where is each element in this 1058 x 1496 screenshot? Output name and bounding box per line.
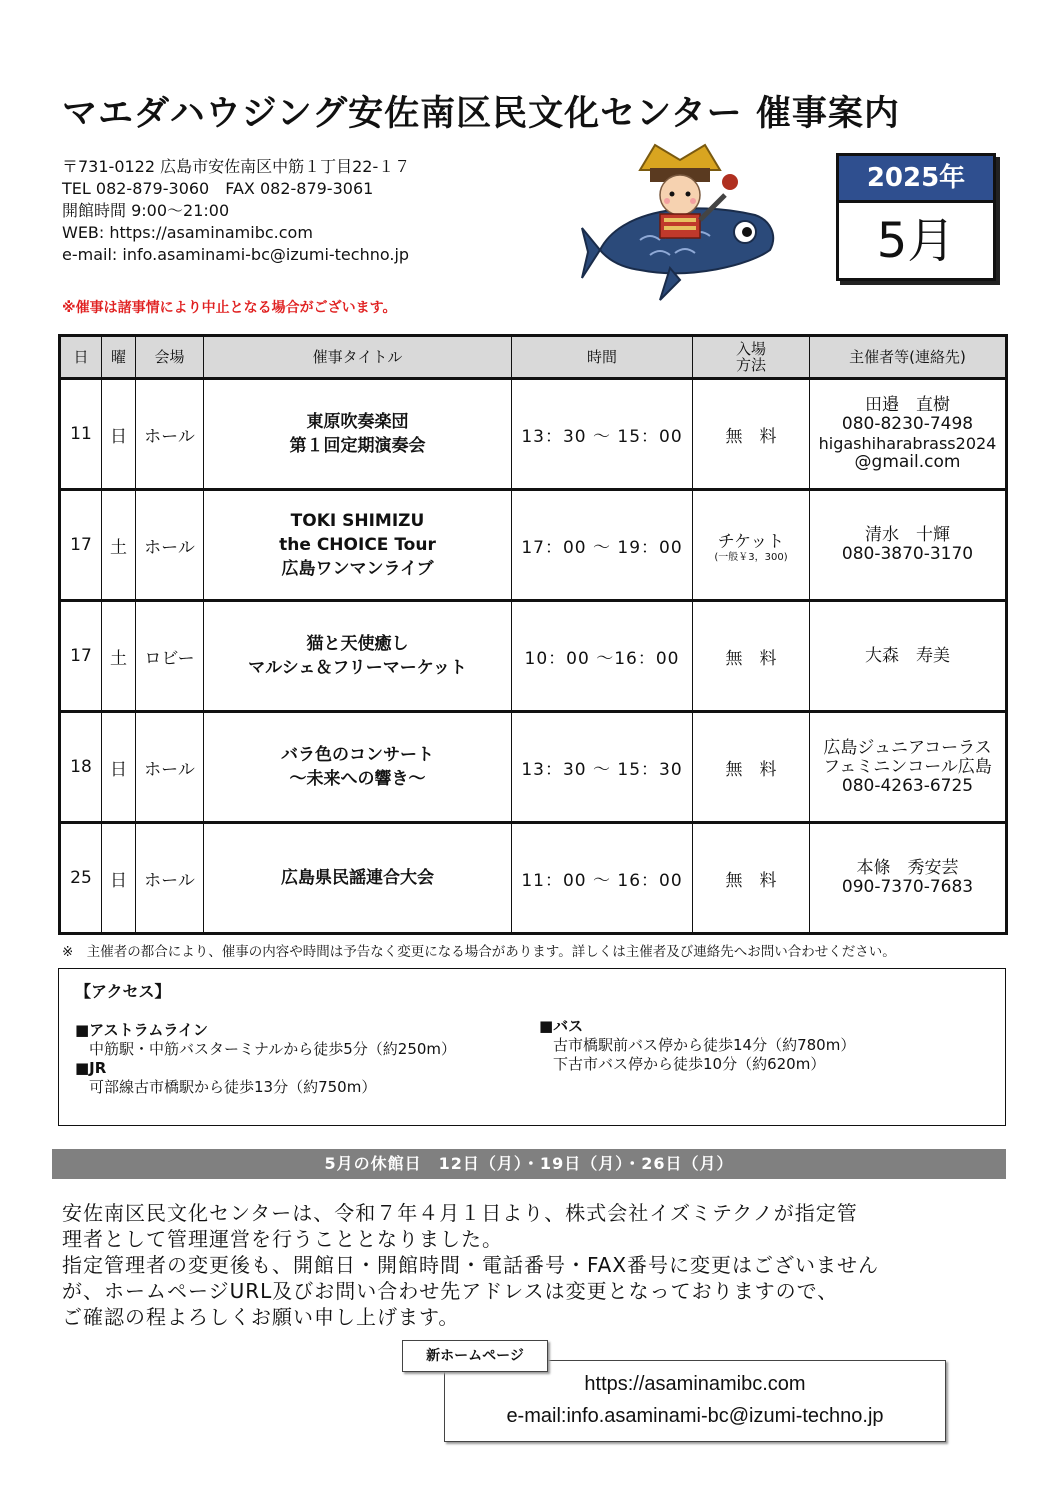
org-line: 080-4263-6725 bbox=[841, 775, 974, 796]
header-admission-line1: 入場 bbox=[735, 340, 766, 358]
cell-admission: 無 料 bbox=[693, 601, 810, 712]
paragraph-line: ご確認の程よろしくお願い申し上げます。 bbox=[62, 1305, 460, 1329]
title-line: マルシェ＆フリーマーケット bbox=[248, 658, 467, 678]
access-title: 【アクセス】 bbox=[75, 982, 171, 1001]
access-box bbox=[58, 968, 1006, 1126]
homepage-email[interactable]: e-mail:info.asaminami-bc@izumi-techno.jp bbox=[506, 1405, 884, 1427]
title-line: 東原吹奏楽団 bbox=[306, 412, 409, 432]
new-homepage-box bbox=[444, 1360, 946, 1442]
bus-detail: 下古市バス停から徒歩10分（約620m） bbox=[553, 1055, 826, 1073]
org-line: 大森 寿美 bbox=[865, 645, 950, 666]
header-title: 催事タイトル bbox=[204, 336, 512, 379]
astram-detail: 中筋駅・中筋バスターミナルから徒歩5分（約250m） bbox=[89, 1040, 457, 1058]
header-venue: 会場 bbox=[136, 336, 204, 379]
table-row bbox=[60, 490, 1007, 601]
cell-time: 17：00 ～ 19：00 bbox=[512, 490, 693, 601]
cell-admission: 無 料 bbox=[693, 379, 810, 490]
cell-weekday: 日 bbox=[102, 712, 136, 823]
samurai-koinobori-icon bbox=[580, 140, 780, 310]
cell-day: 18 bbox=[60, 712, 102, 823]
header-time: 時間 bbox=[512, 336, 693, 379]
cell-day: 11 bbox=[60, 379, 102, 490]
org-line: 広島ジュニアコーラス bbox=[823, 737, 992, 758]
cell-title bbox=[204, 379, 512, 490]
org-line: @gmail.com bbox=[854, 452, 961, 472]
cell-venue: ロビー bbox=[136, 601, 204, 712]
org-line: 090-7370-7683 bbox=[841, 877, 974, 897]
cell-title bbox=[204, 823, 512, 934]
table-row bbox=[60, 601, 1007, 712]
contact-info bbox=[62, 156, 410, 266]
cell-weekday: 日 bbox=[102, 823, 136, 934]
cell-admission bbox=[693, 490, 810, 601]
cell-venue: ホール bbox=[136, 712, 204, 823]
website: WEB: https://asaminamibc.com bbox=[62, 223, 313, 242]
cell-weekday: 日 bbox=[102, 379, 136, 490]
paragraph-line: 安佐南区民文化センターは、令和７年４月１日より、株式会社イズミテクノが指定管 bbox=[62, 1201, 858, 1225]
cell-organizer bbox=[810, 379, 1007, 490]
header-organizer: 主催者等(連絡先) bbox=[810, 336, 1007, 379]
cell-time: 13：30 ～ 15：00 bbox=[512, 379, 693, 490]
header-weekday: 曜 bbox=[102, 336, 136, 379]
header-day: 日 bbox=[60, 336, 102, 379]
cell-venue: ホール bbox=[136, 379, 204, 490]
astram-heading: ■アストラムライン bbox=[75, 1021, 208, 1039]
org-line: 田邉 直樹 bbox=[865, 395, 950, 415]
cell-organizer bbox=[810, 712, 1007, 823]
badge-month: 5月 bbox=[876, 213, 956, 269]
new-homepage-label: 新ホームページ bbox=[402, 1340, 548, 1372]
title-line: the CHOICE Tour bbox=[279, 535, 436, 555]
cell-title bbox=[204, 712, 512, 823]
bus-detail: 古市橋駅前バス停から徒歩14分（約780m） bbox=[553, 1036, 856, 1054]
org-line: 本條 秀安芸 bbox=[856, 858, 959, 878]
cell-venue: ホール bbox=[136, 823, 204, 934]
cell-time: 13：30 ～ 15：30 bbox=[512, 712, 693, 823]
paragraph-line: 指定管理者の変更後も、開館日・開館時間・電話番号・FAX番号に変更はございません bbox=[62, 1253, 880, 1277]
cancellation-warning: ※催事は諸事情により中止となる場合がございます。 bbox=[62, 300, 397, 316]
cell-day: 17 bbox=[60, 601, 102, 712]
jr-detail: 可部線古市橋駅から徒歩13分（約750m） bbox=[89, 1078, 377, 1096]
address: 〒731-0122 広島市安佐南区中筋１丁目22-１７ bbox=[62, 157, 411, 176]
header-admission-line2: 方法 bbox=[735, 356, 766, 374]
email: e-mail: info.asaminami-bc@izumi-techno.jp bbox=[62, 245, 410, 264]
paragraph-line: 理者として管理運営を行うこととなりました。 bbox=[62, 1227, 503, 1251]
title-line: 第１回定期演奏会 bbox=[289, 436, 426, 456]
org-line: フェミニンコール広島 bbox=[823, 756, 992, 777]
admission-price: (一般￥3，300) bbox=[714, 551, 788, 563]
org-line: 080-8230-7498 bbox=[841, 414, 974, 434]
month-badge bbox=[836, 153, 996, 281]
title-line: 猫と天使癒し bbox=[306, 634, 409, 654]
cell-title bbox=[204, 601, 512, 712]
title-line: 広島ワンマンライブ bbox=[281, 559, 434, 579]
cell-weekday: 土 bbox=[102, 601, 136, 712]
cell-time: 11：00 ～ 16：00 bbox=[512, 823, 693, 934]
table-row bbox=[60, 712, 1007, 823]
announcement-paragraph bbox=[62, 1200, 1022, 1330]
closed-days-banner: 5月の休館日 12日（月）・19日（月）・26日（月） bbox=[52, 1149, 1006, 1179]
table-row bbox=[60, 379, 1007, 490]
title-line: バラ色のコンサート bbox=[281, 745, 434, 765]
cell-organizer bbox=[810, 490, 1007, 601]
cell-organizer bbox=[810, 823, 1007, 934]
title-line: ～未来への響き～ bbox=[289, 769, 426, 789]
cell-venue: ホール bbox=[136, 490, 204, 601]
cell-title bbox=[204, 490, 512, 601]
table-header-row bbox=[60, 336, 1007, 379]
cell-day: 17 bbox=[60, 490, 102, 601]
cell-weekday: 土 bbox=[102, 490, 136, 601]
phone-fax: TEL 082-879-3060 FAX 082-879-3061 bbox=[62, 179, 374, 198]
cell-admission: 無 料 bbox=[693, 712, 810, 823]
badge-year: 2025年 bbox=[839, 156, 993, 203]
org-line: 080-3870-3170 bbox=[841, 544, 974, 564]
table-row bbox=[60, 823, 1007, 934]
access-train bbox=[75, 1021, 456, 1097]
title-line: 広島県民謡連合大会 bbox=[281, 868, 434, 888]
org-line: higashiharabrass2024 bbox=[818, 434, 997, 453]
admission-label: チケット bbox=[717, 531, 785, 552]
event-schedule-table bbox=[58, 334, 1008, 935]
org-line: 清水 十輝 bbox=[865, 525, 950, 545]
jr-heading: ■JR bbox=[75, 1059, 107, 1077]
opening-hours: 開館時間 9:00～21:00 bbox=[62, 201, 230, 220]
access-bus bbox=[539, 1017, 855, 1074]
schedule-note: ※ 主催者の都合により、催事の内容や時間は予告なく変更になる場合があります。詳しくは主催者及び連絡先へお問い合わせください。 bbox=[62, 944, 896, 960]
paragraph-line: が、ホームページURL及びお問い合わせ先アドレスは変更となっておりますので、 bbox=[62, 1279, 839, 1303]
bus-heading: ■バス bbox=[539, 1017, 584, 1035]
cell-day: 25 bbox=[60, 823, 102, 934]
cell-time: 10：00 ～16：00 bbox=[512, 601, 693, 712]
page-title: マエダハウジング安佐南区民文化センター 催事案内 bbox=[62, 94, 900, 134]
homepage-url[interactable]: https://asaminamibc.com bbox=[584, 1373, 806, 1395]
cell-organizer bbox=[810, 601, 1007, 712]
header-admission bbox=[693, 336, 810, 379]
title-line: TOKI SHIMIZU bbox=[290, 511, 425, 531]
cell-admission: 無 料 bbox=[693, 823, 810, 934]
